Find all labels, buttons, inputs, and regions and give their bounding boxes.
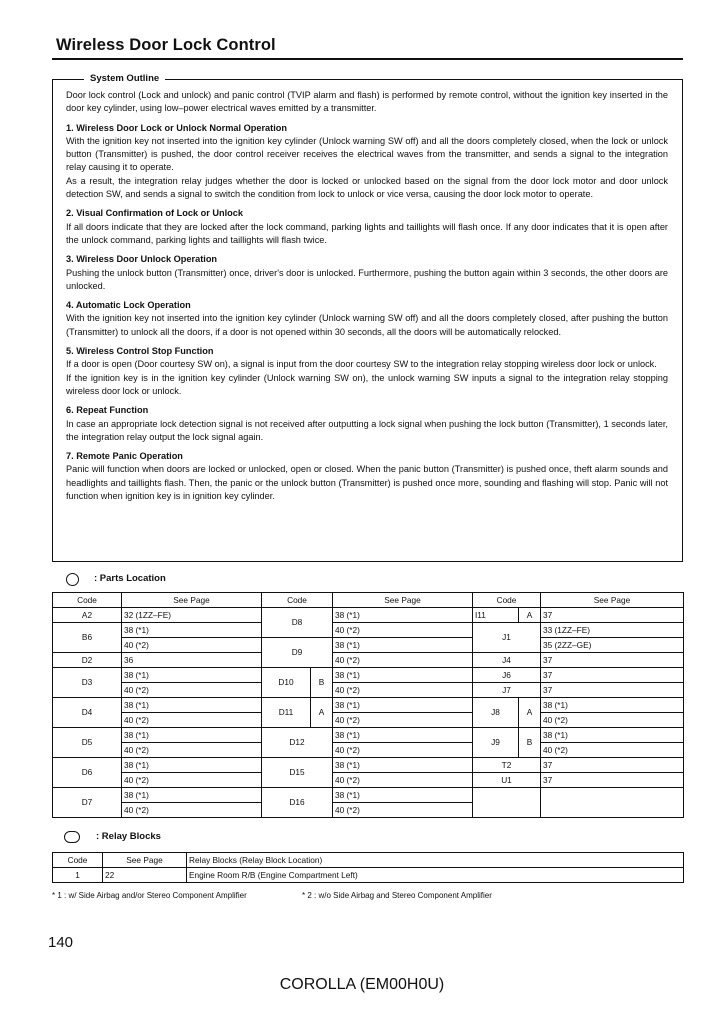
page-cell: 38 (*1) — [333, 788, 473, 803]
code-cell: T2 — [473, 758, 541, 773]
page-cell: 40 (*2) — [333, 623, 473, 638]
circle-icon — [66, 573, 79, 586]
section-paragraph: Pushing the unlock button (Transmitter) once, driver's door is unlocked. Furthermore, pushing the button again within 3 seconds, the other doors are unlocked. — [66, 267, 668, 291]
code-cell: D15 — [262, 758, 333, 788]
section-paragraph: In case an appropriate lock detection signal is not received after outputting a lock signal when pushing the lock button (Transmitter), 1 seconds later, the integration relay output the lock signal again. — [66, 418, 668, 442]
title-rule — [52, 58, 683, 60]
page-cell: 38 (*1) — [333, 758, 473, 773]
page-cell: 38 (*1) — [122, 758, 262, 773]
section-heading: 7. Remote Panic Operation — [66, 451, 183, 462]
code-cell: J4 — [473, 653, 541, 668]
page-number: 140 — [48, 934, 74, 951]
table-row — [53, 788, 684, 803]
page-cell: 40 (*2) — [122, 743, 262, 758]
page-cell: 38 (*1) — [122, 698, 262, 713]
code-cell: D10 — [262, 668, 311, 698]
code-cell: I11 — [473, 608, 519, 623]
header-cell: Code — [53, 593, 122, 608]
outline-intro: Door lock control (Lock and unlock) and panic control (TVIP alarm and flash) is performed by remote control, without the ignition key inserted in the door key cylinder, using low–power electrical waves emitted by a transmitter. — [66, 90, 668, 114]
page-cell: 37 — [541, 773, 684, 788]
page-cell: 38 (*1) — [333, 698, 473, 713]
table-row — [53, 713, 684, 728]
page-cell: 40 (*2) — [122, 713, 262, 728]
table-row — [53, 638, 684, 653]
code-cell: J1 — [473, 623, 541, 653]
relay-block-icon — [64, 831, 80, 843]
page-cell: 38 (*1) — [333, 638, 473, 653]
relay-blocks-table — [52, 852, 684, 883]
table-row — [53, 608, 684, 623]
page-cell: 33 (1ZZ–FE) — [541, 623, 684, 638]
code-cell — [473, 788, 541, 818]
relay-blocks-title: : Relay Blocks — [96, 831, 161, 842]
page-cell: 40 (*2) — [333, 773, 473, 788]
section-paragraph: Panic will function when doors are locked or unlocked, open or closed. When the panic button (Transmitter) is pushed once, theft alarm sounds and headlights and taillights flash. Then, the panic or the unlock button (Transmitter) is pushed once more, sounding and flashing will stop. Panic will not function when ignition key is in ignition key cylinder. — [66, 464, 668, 502]
table-row — [53, 698, 684, 713]
page-cell: 40 (*2) — [333, 653, 473, 668]
page-cell: 38 (*1) — [122, 788, 262, 803]
code-cell: D8 — [262, 608, 333, 638]
header-cell: See Page — [103, 853, 187, 868]
page-cell: 37 — [541, 683, 684, 698]
code-suffix-cell: B — [311, 668, 333, 698]
page-cell: 40 (*2) — [333, 803, 473, 818]
table-row — [53, 668, 684, 683]
page-cell: 35 (2ZZ–GE) — [541, 638, 684, 653]
model-code: COROLLA (EM00H0U) — [279, 976, 445, 993]
page-cell: 32 (1ZZ–FE) — [122, 608, 262, 623]
section-heading: 1. Wireless Door Lock or Unlock Normal Operation — [66, 122, 287, 133]
page-cell: 40 (*2) — [122, 638, 262, 653]
system-outline-content — [66, 89, 668, 503]
page-title: Wireless Door Lock Control — [56, 36, 276, 54]
section-heading: 4. Automatic Lock Operation — [66, 300, 191, 311]
parts-location-title: : Parts Location — [94, 573, 166, 584]
section-paragraph: With the ignition key not inserted into the ignition key cylinder (Unlock warning SW off) and all the doors completely closed, when the lock or unlock button (Transmitter) is pushed, the door control receiver receives the electrical waves from the transmitter, and sends a signal to the integration relay causing it to operate. — [66, 135, 668, 173]
page-cell: 22 — [103, 868, 187, 883]
page-cell: 38 (*1) — [333, 728, 473, 743]
table-row — [53, 683, 684, 698]
table-row — [53, 623, 684, 638]
page-cell: 36 — [122, 653, 262, 668]
code-suffix-cell: A — [519, 608, 541, 623]
code-cell: D11 — [262, 698, 311, 728]
code-cell: J7 — [473, 683, 541, 698]
table-row — [53, 743, 684, 758]
header-cell: See Page — [333, 593, 473, 608]
code-cell: J8 — [473, 698, 519, 728]
code-cell: D5 — [53, 728, 122, 758]
page-cell: 37 — [541, 668, 684, 683]
section-paragraph: If a door is open (Door courtesy SW on), a signal is input from the door courtesy SW to the integration relay stopping wireless door lock or unlock. — [66, 359, 657, 370]
table-header-row — [53, 853, 684, 868]
page-cell: 40 (*2) — [333, 683, 473, 698]
code-cell: D7 — [53, 788, 122, 818]
code-cell: D12 — [262, 728, 333, 758]
page-cell — [541, 788, 684, 818]
code-suffix-cell: A — [311, 698, 333, 728]
section-paragraph: If all doors indicate that they are locked after the lock command, parking lights and taillights will flash once. If any door indicates that it is open after the unlock command, parking lights and taillights will flash twice. — [66, 221, 668, 245]
table-row — [53, 758, 684, 773]
page-cell: 37 — [541, 608, 684, 623]
page-cell: 38 (*1) — [122, 668, 262, 683]
code-cell: B6 — [53, 623, 122, 653]
table-row — [53, 653, 684, 668]
code-cell: 1 — [53, 868, 103, 883]
page-cell: 38 (*1) — [333, 608, 473, 623]
page-cell: 40 (*2) — [333, 743, 473, 758]
header-cell: Relay Blocks (Relay Block Location) — [187, 853, 684, 868]
page-cell: 38 (*1) — [333, 668, 473, 683]
code-suffix-cell: A — [519, 698, 541, 728]
table-row — [53, 868, 684, 883]
code-suffix-cell: B — [519, 728, 541, 758]
section-heading: 3. Wireless Door Unlock Operation — [66, 254, 218, 265]
code-cell: J9 — [473, 728, 519, 758]
page-cell: 38 (*1) — [122, 728, 262, 743]
page-cell: 38 (*1) — [541, 728, 684, 743]
table-row — [53, 773, 684, 788]
code-cell: U1 — [473, 773, 541, 788]
page-cell: 40 (*2) — [333, 713, 473, 728]
code-cell: A2 — [53, 608, 122, 623]
header-cell: See Page — [541, 593, 684, 608]
section-paragraph: As a result, the integration relay judges whether the door is locked or unlocked based on the signal from the door lock motor and door unlock detection SW, and sends a signal to switch the condition from lock to unlock or vice versa, causing the door lock motor to operate. — [66, 175, 668, 200]
section-paragraph: With the ignition key not inserted into the ignition key cylinder (Unlock warning SW off) and all the doors completely closed, after pushing the button (Transmitter) to unlock all the doors, if a door is not opened within 30 seconds, all the doors will be automatically relocked. — [66, 313, 668, 337]
page-cell: 40 (*2) — [122, 773, 262, 788]
system-outline-legend: System Outline — [84, 73, 165, 84]
header-cell: Code — [53, 853, 103, 868]
code-cell: D4 — [53, 698, 122, 728]
page-cell: 37 — [541, 758, 684, 773]
section-heading: 5. Wireless Control Stop Function — [66, 346, 214, 357]
footnote-1: * 1 : w/ Side Airbag and/or Stereo Component Amplifier — [52, 891, 247, 900]
table-row — [53, 728, 684, 743]
page-cell: 40 (*2) — [541, 743, 684, 758]
code-cell: D2 — [53, 653, 122, 668]
code-cell: D3 — [53, 668, 122, 698]
header-cell: Code — [473, 593, 541, 608]
table-header-row — [53, 593, 684, 608]
parts-location-table — [52, 592, 684, 818]
code-cell: J6 — [473, 668, 541, 683]
header-cell: See Page — [122, 593, 262, 608]
header-cell: Code — [262, 593, 333, 608]
code-cell: D9 — [262, 638, 333, 668]
section-paragraph: If the ignition key is in the ignition key cylinder (Unlock warning SW on), the unlock warning SW inputs a signal to the integration relay stopping wireless door lock or unlock. — [66, 372, 668, 396]
footnote-2: * 2 : w/o Side Airbag and Stereo Component Amplifier — [302, 891, 492, 900]
page-cell: 40 (*2) — [122, 683, 262, 698]
code-cell: D16 — [262, 788, 333, 818]
page-cell: 37 — [541, 653, 684, 668]
code-cell: D6 — [53, 758, 122, 788]
location-cell: Engine Room R/B (Engine Compartment Left) — [187, 868, 684, 883]
page-cell: 40 (*2) — [122, 803, 262, 818]
section-heading: 2. Visual Confirmation of Lock or Unlock — [66, 208, 243, 219]
page-cell: 38 (*1) — [541, 698, 684, 713]
section-heading: 6. Repeat Function — [66, 405, 149, 416]
page-cell: 40 (*2) — [541, 713, 684, 728]
page-cell: 38 (*1) — [122, 623, 262, 638]
